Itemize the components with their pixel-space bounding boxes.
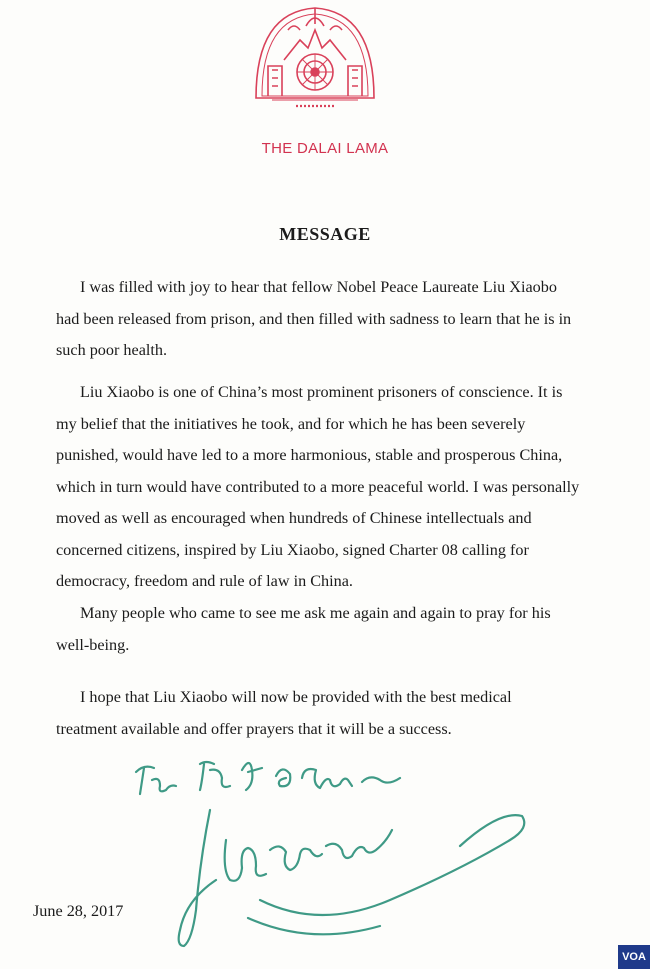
- message-heading: MESSAGE: [279, 224, 371, 244]
- dalai-lama-seal-icon: [248, 0, 382, 116]
- message-paragraph-4: I hope that Liu Xiaobo will now be provided with the best medical treatment available and offer prayers that it will be a success.: [56, 688, 512, 738]
- letter-date: June 28, 2017: [33, 902, 124, 920]
- org-name: THE DALAI LAMA: [261, 140, 389, 157]
- message-paragraph-1: I was filled with joy to hear that fellow Nobel Peace Laureate Liu Xiaobo had been released from prison, and then filled with sadness to learn that he is in such poor health.: [56, 278, 572, 359]
- message-paragraph-3: Many people who came to see me ask me again and again to pray for his well-being.: [56, 604, 551, 654]
- voa-watermark: VOA: [618, 945, 650, 969]
- message-paragraph-2: Liu Xiaobo is one of China’s most prominent prisoners of conscience. It is my belief that the initiatives he took, and for which he has been severely punished, would have led to a more harmonious, stable and prosperous China, which in turn would have contributed to a more peaceful world. I was personally moved as well as encouraged when hundreds of Chinese intellectuals and concerned citizens, inspired by Liu Xiaobo, signed Charter 08 calling for democracy, freedom and rule of law in China.: [56, 383, 580, 590]
- handwritten-signature-icon: [130, 750, 550, 950]
